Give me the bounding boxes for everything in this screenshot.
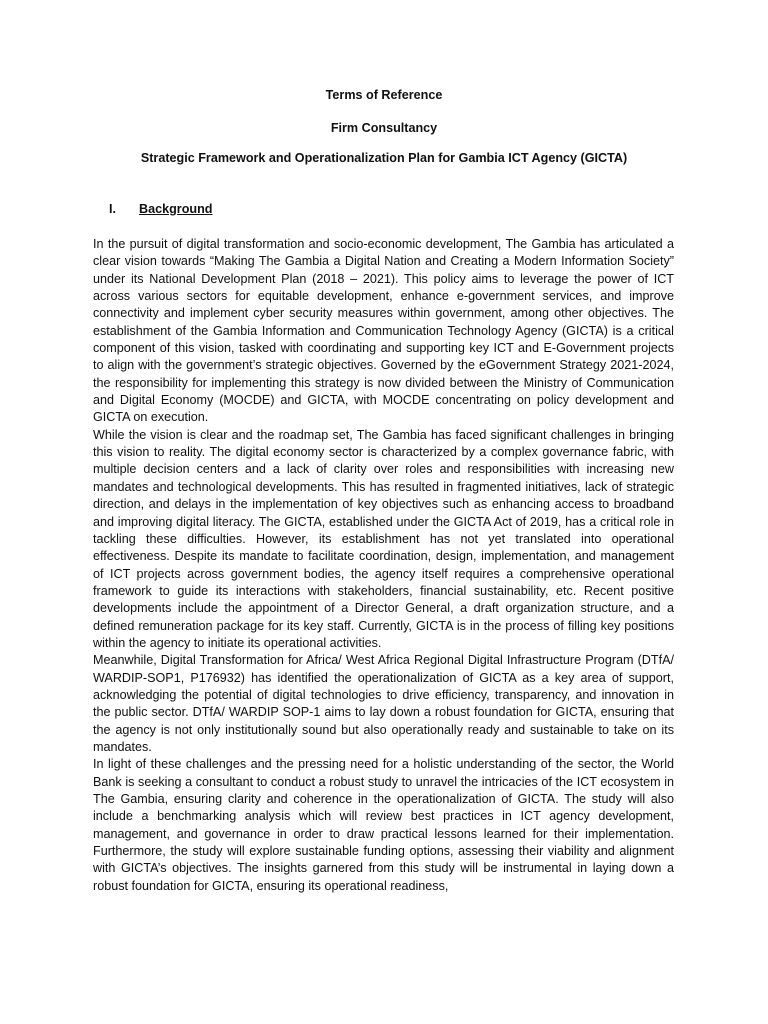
document-title: Terms of Reference <box>325 88 443 102</box>
paragraph: In light of these challenges and the pressing need for a holistic understanding of the sector, the World Bank is seeking a consultant to conduct a robust study to unravel the intricacies of the ICT ecosystem in The Gambia, ensuring clarity and coherence in the operationalization of GICTA. The study will also include a benchmarking analysis which will review best practices in ICT agency development, management, and governance in order to draw practical lessons learned for their implementation. Furthermore, the study will explore sustainable funding options, assessing their viability and alignment with GICTA’s objectives. The insights garnered from this study will be instrumental in laying down a robust foundation for GICTA, ensuring its operational readiness, <box>93 757 674 893</box>
section-title: Background <box>139 202 213 216</box>
section-heading <box>109 201 212 217</box>
document-heading: Strategic Framework and Operationalization Plan for Gambia ICT Agency (GICTA) <box>140 151 628 165</box>
paragraph: Meanwhile, Digital Transformation for Africa/ West Africa Regional Digital Infrastructure Program (DTfA/ WARDIP-SOP1, P176932) has identified the operationalization of GICTA as a key area of support, acknowledging the potential of digital technologies to drive efficiency, transparency, and innovation in the public sector. DTfA/ WARDIP SOP-1 aims to lay down a robust foundation for GICTA, ensuring that the agency is not only institutionally sound but also operationally ready and sustainable to take on its mandates. <box>93 653 674 754</box>
paragraph: In the pursuit of digital transformation and socio-economic development, The Gambia has articulated a clear vision towards “Making The Gambia a Digital Nation and Creating a Modern Information Society” under its National Development Plan (2018 – 2021). This policy aims to leverage the power of ICT across various sectors for equitable development, enhance e-government services, and improve connectivity and implement cyber security measures within government, among other objectives. The establishment of the Gambia Information and Communication Technology Agency (GICTA) is a critical component of this vision, tasked with coordinating and supporting key ICT and E-Government projects to align with the government’s strategic objectives. Governed by the eGovernment Strategy 2021-2024, the responsibility for implementing this strategy is now divided between the Ministry of Communication and Digital Economy (MOCDE) and GICTA, with MOCDE concentrating on policy development and GICTA on execution. <box>93 237 674 425</box>
section-number: I. <box>109 202 116 216</box>
body-text <box>93 236 674 895</box>
paragraph: While the vision is clear and the roadmap set, The Gambia has faced significant challenges in bringing this vision to reality. The digital economy sector is characterized by a complex governance fabric, with multiple decision centers and a lack of clarity over roles and responsibilities with increasing new mandates and technological developments. This has resulted in fragmented initiatives, lack of strategic direction, and delays in the implementation of key objectives such as enhancing access to broadband and improving digital literacy. The GICTA, established under the GICTA Act of 2019, has a critical role in tackling these difficulties. However, its establishment has not yet translated into operational effectiveness. Despite its mandate to facilitate coordination, design, implementation, and management of ICT projects across government bodies, the agency itself requires a comprehensive operational framework to guide its interactions with stakeholders, financial sustainability, etc. Recent positive developments include the appointment of a Director General, a draft organization structure, and a defined remuneration package for its key staff. Currently, GICTA is in the process of filling key positions within the agency to initiate its operational activities. <box>93 427 674 650</box>
document-subtitle: Firm Consultancy <box>330 121 438 135</box>
